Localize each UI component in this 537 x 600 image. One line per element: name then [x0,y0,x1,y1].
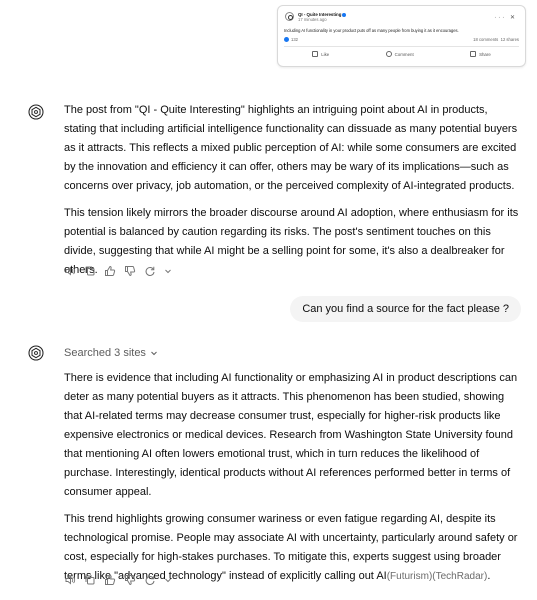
assistant-message-1 [64,101,522,288]
message-actions-1 [64,264,172,276]
searched-sites-label: Searched 3 sites [64,347,146,359]
regenerate-icon[interactable] [144,573,156,585]
post-buttons [284,51,519,57]
post-stats [284,37,519,42]
message-paragraph: There is evidence that including AI functionality or emphasizing AI in product descriptions can deter as many potential buyers as it attracts. This phenomenon has been studied, showing that AI-related terms may decrease consumer trust, especially for higher-risk products like expensive electronics or medical devices. Research from Washington State University found that mentioning AI often lowers emotional trust, which in turn reduces the likelihood of purchase. Interestingly, identical products without AI references performed better in terms of consumer appeal. [64,372,518,498]
assistant-avatar-icon [28,345,44,361]
copy-icon[interactable] [84,264,96,276]
more-icon: ··· [494,15,507,21]
thumbs-down-icon[interactable] [124,573,136,585]
message-closing: . [487,570,491,582]
post-like-button [312,51,329,57]
close-icon: ✕ [509,15,517,21]
thumbs-up-icon [312,51,318,57]
message-paragraph-text: This trend highlights growing consumer wariness or even fatigue regarding AI, despite its technological promise. People may associate AI with uncertainty, particularly around safety or cost, especially for high-stakes purchases. To mitigate this, experts suggest using broader terms like "advanced technology" instead of explicitly calling out AI [64,513,518,582]
share-icon [470,51,476,57]
message-paragraph: This tension likely mirrors the broader discourse around AI adoption, where enthusiasm for its potential is balanced by caution regarding its risks. The post's sentiment touches on this divide, suggesting that while AI might be a selling point for some, it's also a dealbreaker for others. [64,207,519,276]
post-divider [284,46,519,47]
message-actions-2 [64,573,172,585]
comment-count: 18 comments [473,37,499,42]
thumbs-up-icon[interactable] [104,264,116,276]
message-paragraph: The post from "QI - Quite Interesting" highlights an intriguing point about AI in products, stating that including artificial intelligence functionality can dissuade as many potential buyers as it attracts. This reflects a mixed public perception of AI: while some consumers are excited by the innovation and efficiency it can offer, others may be wary of its implications—such as concerns over privacy, job automation, or the perceived complexity of AI-integrated products. [64,104,518,192]
comment-icon [386,51,392,57]
post-meta [298,12,346,22]
thumbs-up-icon[interactable] [104,573,116,585]
post-time: 17 minutes ago [298,17,327,22]
post-share-button [470,51,491,57]
read-aloud-icon[interactable] [64,573,76,585]
like-label: Like [321,51,330,57]
chevron-down-icon[interactable] [164,264,172,276]
read-aloud-icon[interactable] [64,264,76,276]
page-logo-icon [285,12,294,21]
share-label: Share [479,51,491,57]
citation-link[interactable]: (TechRadar) [432,571,488,582]
embedded-post-screenshot [277,5,526,67]
post-page-name: QI - Quite Interesting [298,12,342,17]
like-reaction-icon [284,37,289,42]
post-comment-button [386,51,414,57]
citation-link[interactable]: (Futurism) [386,571,433,582]
chevron-down-icon[interactable] [164,573,172,585]
share-count: 12 shares [500,37,519,42]
post-text: Including AI functionality in your product puts off as many people from buying it as it encourages. [284,28,459,33]
chevron-down-icon [150,349,158,357]
user-message: Can you find a source for the fact please ? [290,296,521,322]
searched-sites-toggle[interactable] [64,346,158,360]
copy-icon[interactable] [84,573,96,585]
thumbs-down-icon[interactable] [124,264,136,276]
reaction-count: 132 [291,37,298,42]
post-header [285,12,346,22]
comment-label: Comment [394,51,414,57]
post-top-actions [494,14,517,21]
assistant-avatar-icon [28,104,44,120]
regenerate-icon[interactable] [144,264,156,276]
verified-badge-icon [342,13,346,17]
assistant-message-2 [64,369,522,594]
